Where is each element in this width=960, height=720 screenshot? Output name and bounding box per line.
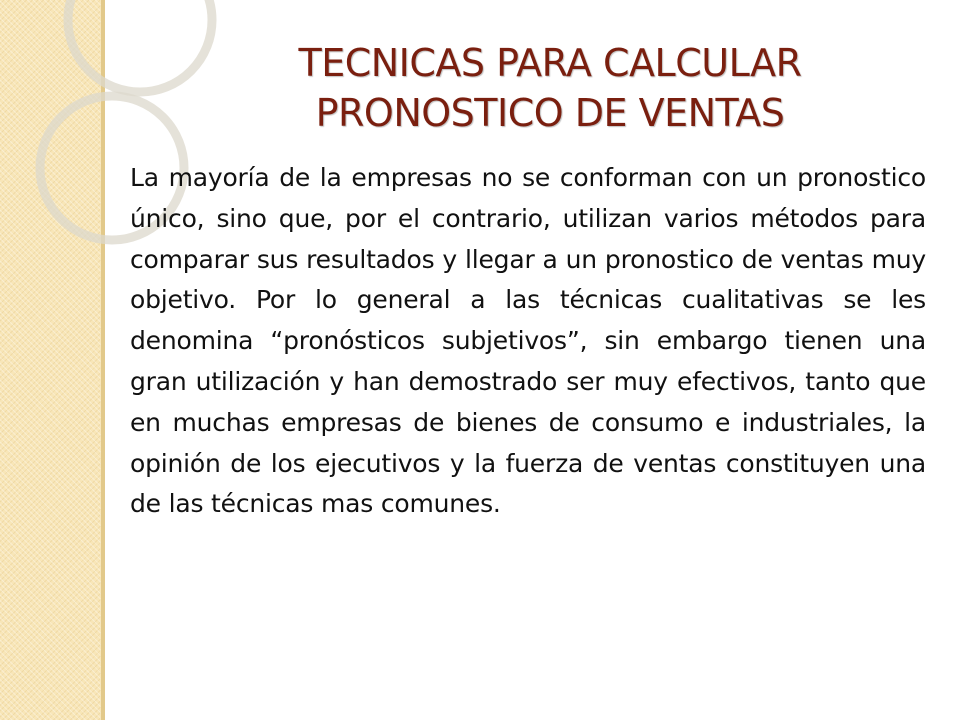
slide-title — [190, 38, 910, 138]
slide-title-line-1: TECNICAS PARA CALCULAR — [298, 41, 802, 85]
slide-title-line-2: PRONOSTICO DE VENTAS — [315, 91, 785, 135]
slide-body-text: La mayoría de la empresas no se conforman con un pronostico único, sino que, por el contrario, utilizan varios métodos para comparar sus resultados y llegar a un pronostico de ventas muy objetivo. Por lo general a las técnicas cualitativas se les denomina “pronósticos subjetivos”, sin embargo tienen una gran utilización y han demostrado ser muy efectivos, tanto que en muchas empresas de bienes de consumo e industriales, la opinión de los ejecutivos y la fuerza de ventas constituyen una de las técnicas mas comunes. — [130, 163, 926, 519]
